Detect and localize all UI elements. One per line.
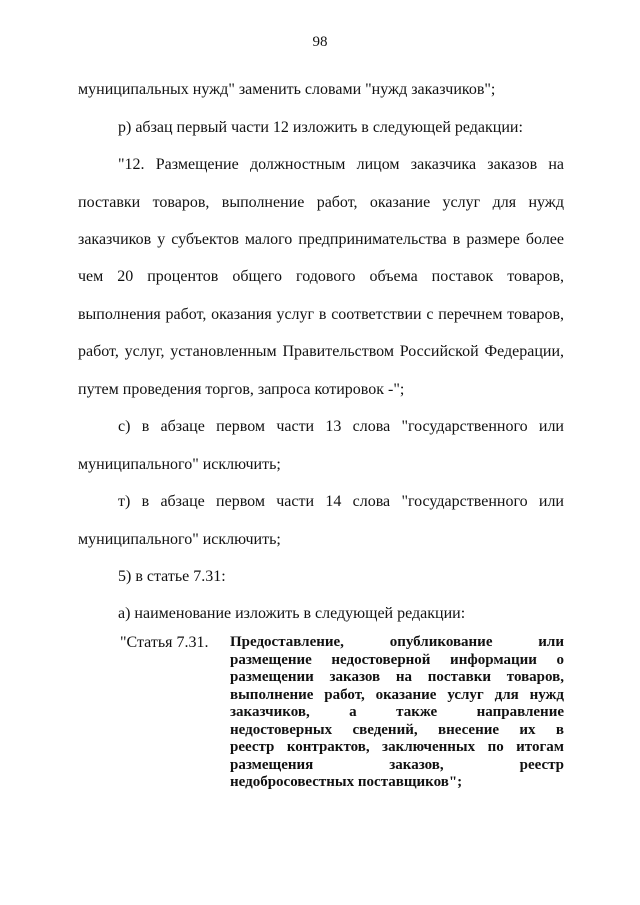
text-line-15: а) наименование изложить в следующей редакции: (118, 605, 466, 622)
article-label: "Статья 7.31. (120, 634, 209, 651)
article-title-line: размещения заказов, реестр (230, 756, 564, 773)
article-title-line: размещении заказов на поставки товаров, (230, 669, 564, 685)
text-line-6: чем 20 процентов общего годового объема поставок товаров, (78, 268, 564, 285)
article-title-line: недобросовестных поставщиков"; (230, 774, 463, 790)
article-title-line: выполнение работ, оказание услуг для нужд (230, 686, 564, 703)
article-title-line: Предоставление, опубликование или (230, 634, 564, 650)
text-line-12: т) в абзаце первом части 14 слова "государственного или (118, 493, 564, 510)
article-title-line: заказчиков, а также направление (230, 704, 564, 720)
text-line-10: с) в абзаце первом части 13 слова "государственного или (118, 418, 564, 435)
text-line-1: муниципальных нужд" заменить словами "нужд заказчиков"; (78, 81, 496, 98)
article-title-line: размещение недостоверной информации о (230, 651, 564, 668)
text-line-5: заказчиков у субъектов малого предпринимательства в размере более (78, 231, 564, 248)
article-title (230, 634, 564, 792)
text-line-14: 5) в статье 7.31: (118, 568, 226, 585)
text-line-8: работ, услуг, установленным Правительством Российской Федерации, (78, 343, 564, 360)
page-number: 98 (312, 34, 328, 50)
text-line-9: путем проведения торгов, запроса котировок -"; (78, 381, 405, 398)
text-line-4: поставки товаров, выполнение работ, оказание услуг для нужд (78, 194, 564, 211)
text-line-7: выполнения работ, оказания услуг в соответствии с перечнем товаров, (78, 306, 564, 323)
text-line-13: муниципального" исключить; (78, 531, 281, 548)
article-title-line: недостоверных сведений, внесение их в (230, 721, 564, 738)
text-line-11: муниципального" исключить; (78, 456, 281, 473)
text-line-2: р) абзац первый части 12 изложить в следующей редакции: (118, 119, 523, 136)
article-title-line: реестр контрактов, заключенных по итогам (230, 739, 564, 755)
text-line-3: "12. Размещение должностным лицом заказчика заказов на (118, 156, 564, 173)
